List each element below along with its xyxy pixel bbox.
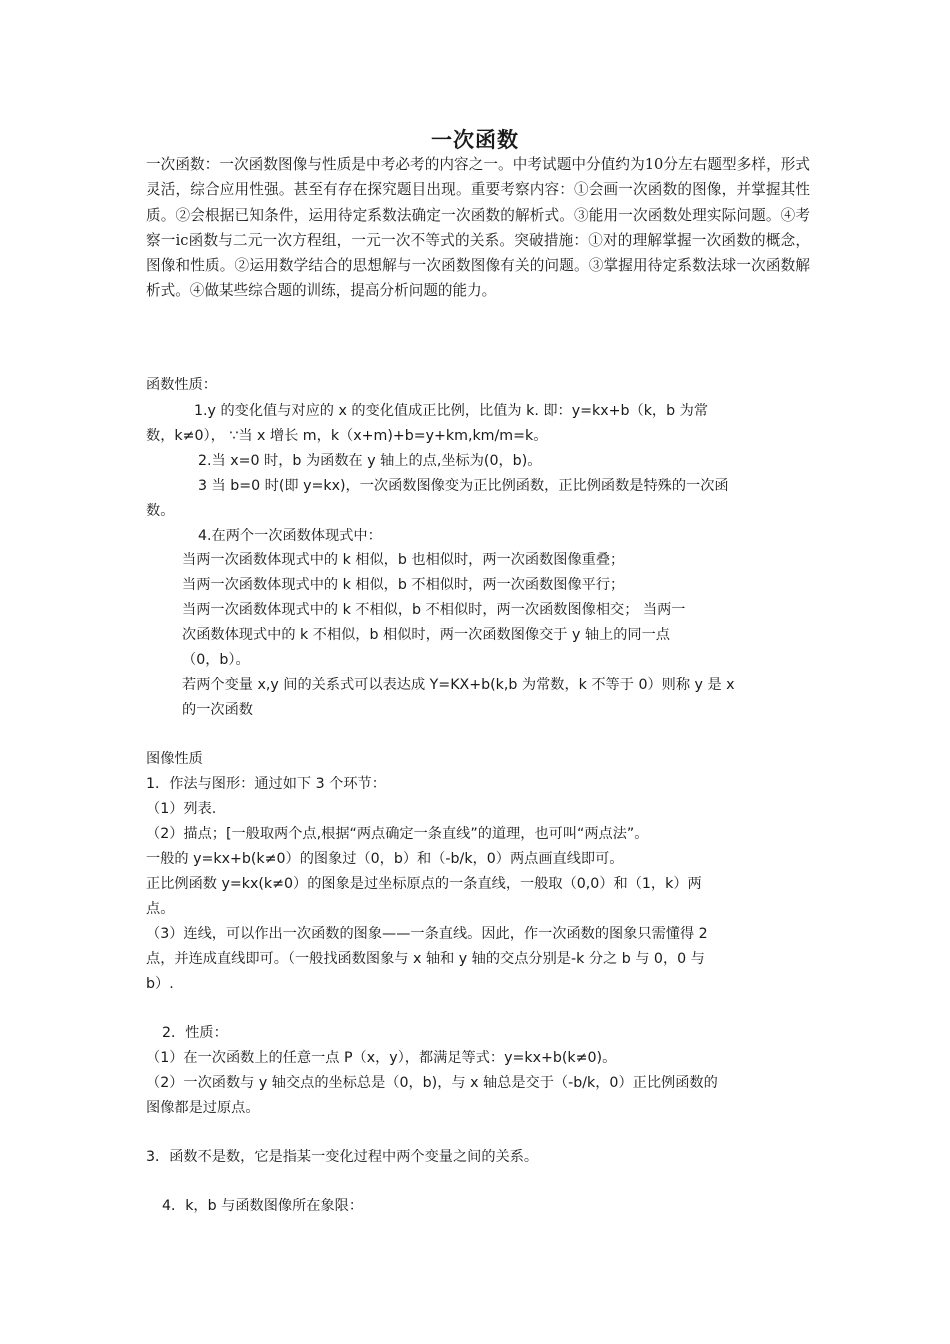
- case-2: 当两一次函数体现式中的 k 相似，b 不相似时，两一次函数图像平行；: [182, 577, 625, 593]
- graph-step-1: 1．作法与图形：通过如下 3 个环节：: [146, 776, 386, 792]
- prop-1-line-2: 数，k≠0）， ∵当 x 增长 m，k（x+m)+b=y+km,km/m=k。: [146, 428, 548, 444]
- graph-prop-4: 4．k，b 与函数图像所在象限：: [162, 1198, 364, 1214]
- graph-prop-2b-line-2: 图像都是过原点。: [146, 1100, 260, 1116]
- document-title: 一次函数: [431, 128, 519, 152]
- graph-step-1d-line-2: 点。: [146, 901, 175, 917]
- intro-paragraph: 一次函数：一次函数图像与性质是中考必考的内容之一。中考试题中分值约为10分左右题型多样，形式灵活，综合应用性强。甚至有存在探究题目出现。重要考察内容：①会画一次函数的图像，并掌握其性质。②会根据已知条件，运用待定系数法确定一次函数的解析式。③能用一次函数处理实际问题。④考察一ic函数与二元一次方程组，一元一次不等式的关系。突破措施：①对的理解掌握一次函数的概念，图像和性质。②运用数学结合的思想解与一次函数图像有关的问题。③掌握用待定系数法球一次函数解析式。④做某些综合题的训练，提高分析问题的能力。: [146, 156, 810, 300]
- graph-step-1a: （1）列表.: [146, 801, 217, 817]
- case-3: 当两一次函数体现式中的 k 不相似，b 不相似时，两一次函数图像相交； 当两一: [182, 602, 686, 618]
- graph-step-1e-line-2: 点，并连成直线即可。（一般找函数图象与 x 轴和 y 轴的交点分别是-k 分之 b 与 0，0 与: [146, 951, 705, 967]
- graph-prop-2a: （1）在一次函数上的任意一点 P（x，y），都满足等式：y=kx+b(k≠0)。: [146, 1050, 617, 1066]
- definition-line-2: 的一次函数: [182, 702, 253, 718]
- prop-4: 4.在两个一次函数体现式中：: [198, 528, 382, 544]
- prop-1-line-1: 1.y 的变化值与对应的 x 的变化值成正比例，比值为 k. 即：y=kx+b（k，b 为常: [194, 403, 709, 419]
- case-1: 当两一次函数体现式中的 k 相似，b 也相似时，两一次函数图像重叠；: [182, 552, 625, 568]
- prop-2: 2.当 x=0 时，b 为函数在 y 轴上的点,坐标为(0，b)。: [198, 453, 542, 469]
- graph-step-1b: （2）描点；[一般取两个点,根据“两点确定一条直线”的道理，也可叫“两点法”。: [146, 826, 649, 842]
- function-props-heading: 函数性质：: [146, 377, 217, 393]
- graph-prop-3: 3．函数不是数，它是指某一变化过程中两个变量之间的关系。: [146, 1149, 539, 1165]
- graph-props-heading: 图像性质: [146, 751, 203, 767]
- case-5: （0，b）。: [182, 652, 250, 668]
- graph-step-1e-line-3: b）.: [146, 976, 174, 992]
- definition-line-1: 若两个变量 x,y 间的关系式可以表达成 Y=KX+b(k,b 为常数，k 不等于 0）则称 y 是 x: [182, 677, 735, 693]
- graph-prop-2-heading: 2．性质：: [162, 1025, 228, 1041]
- graph-step-1c: 一般的 y=kx+b(k≠0）的图象过（0，b）和（-b/k，0）两点画直线即可。: [146, 851, 624, 867]
- graph-prop-2b-line-1: （2）一次函数与 y 轴交点的坐标总是（0，b)，与 x 轴总是交于（-b/k，0）正比例函数的: [146, 1075, 718, 1091]
- prop-3-line-2: 数。: [146, 503, 175, 519]
- graph-step-1e-line-1: （3）连线，可以作出一次函数的图象——一条直线。因此，作一次函数的图象只需懂得 2: [146, 926, 708, 942]
- prop-3-line-1: 3 当 b=0 时(即 y=kx)，一次函数图像变为正比例函数，正比例函数是特殊的一次函: [198, 478, 729, 494]
- graph-step-1d-line-1: 正比例函数 y=kx(k≠0）的图象是过坐标原点的一条直线，一般取（0,0）和（1，k）两: [146, 876, 702, 892]
- case-4: 次函数体现式中的 k 不相似，b 相似时，两一次函数图像交于 y 轴上的同一点: [182, 627, 670, 643]
